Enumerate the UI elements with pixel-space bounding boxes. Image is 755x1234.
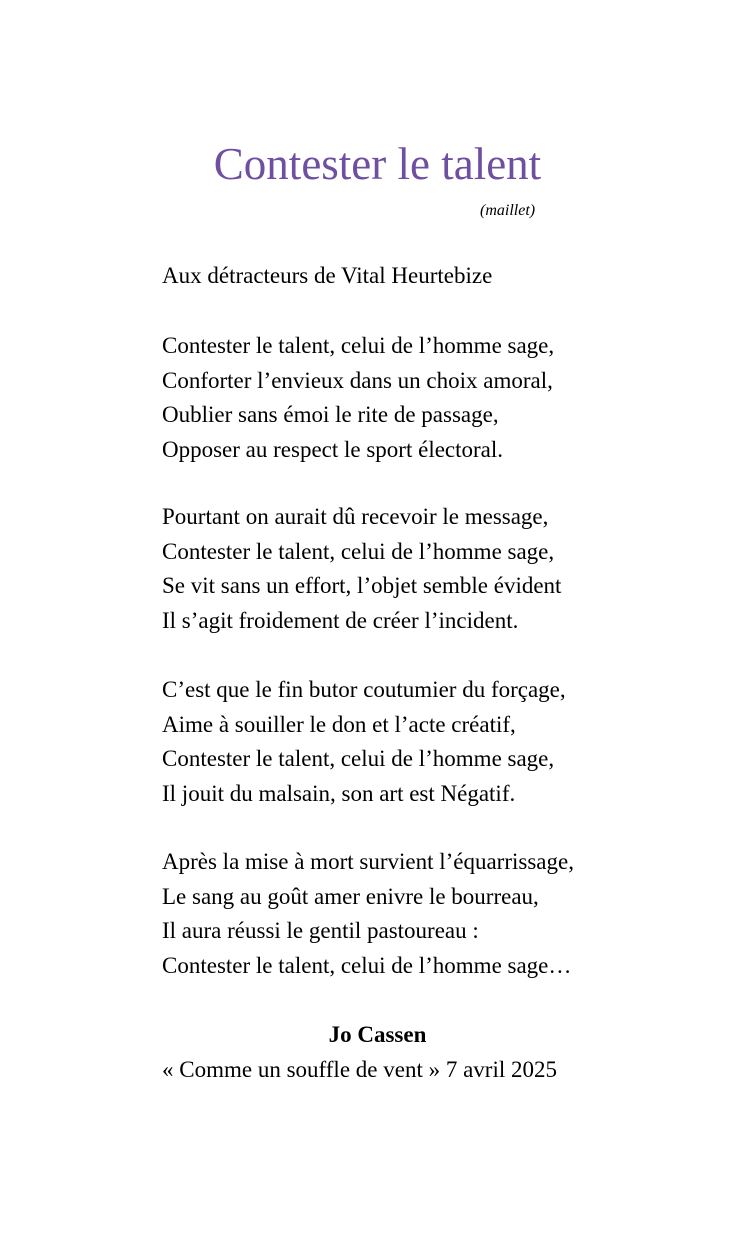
verse-line: Il s’agit froidement de créer l’incident. — [162, 608, 519, 634]
dedication-line: Aux détracteurs de Vital Heurtebize — [162, 263, 493, 288]
verse-line: Après la mise à mort survient l’équarrissage, — [162, 849, 574, 874]
verse-line: Conforter l’envieux dans un choix amoral, — [162, 367, 553, 393]
verse-line: Oublier sans émoi le rite de passage, — [162, 402, 499, 428]
author-name: Jo Cassen — [328, 1022, 427, 1047]
poem-form-label: (maillet) — [480, 202, 536, 219]
verse-line: Il jouit du malsain, son art est Négatif. — [162, 781, 516, 807]
verse-line: Aime à souiller le don et l’acte créatif, — [162, 711, 516, 737]
verse-line: Il aura réussi le gentil pastoureau : — [162, 918, 479, 944]
verse-line: Contester le talent, celui de l’homme sage, — [162, 538, 555, 564]
stanza-2 — [162, 500, 682, 639]
stanza-3 — [162, 673, 682, 812]
source-line: « Comme un souffle de vent » 7 avril 2025 — [162, 1057, 557, 1082]
verse-line: C’est que le fin butor coutumier du forçage, — [162, 677, 566, 702]
verse-line: Se vit sans un effort, l’objet semble évident — [162, 573, 562, 599]
poem-title: Contester le talent — [213, 139, 542, 189]
stanza-1 — [162, 329, 682, 468]
verse-line: Contester le talent, celui de l’homme sage, — [162, 746, 555, 772]
verse-line: Contester le talent, celui de l’homme sage, — [162, 333, 555, 358]
verse-line: Opposer au respect le sport électoral. — [162, 437, 504, 463]
verse-line: Contester le talent, celui de l’homme sage… — [162, 953, 572, 979]
stanza-4 — [162, 845, 682, 984]
dedication — [162, 259, 682, 294]
verse-line: Le sang au goût amer enivre le bourreau, — [162, 883, 539, 909]
verse-line: Pourtant on aurait dû recevoir le message, — [162, 504, 549, 529]
